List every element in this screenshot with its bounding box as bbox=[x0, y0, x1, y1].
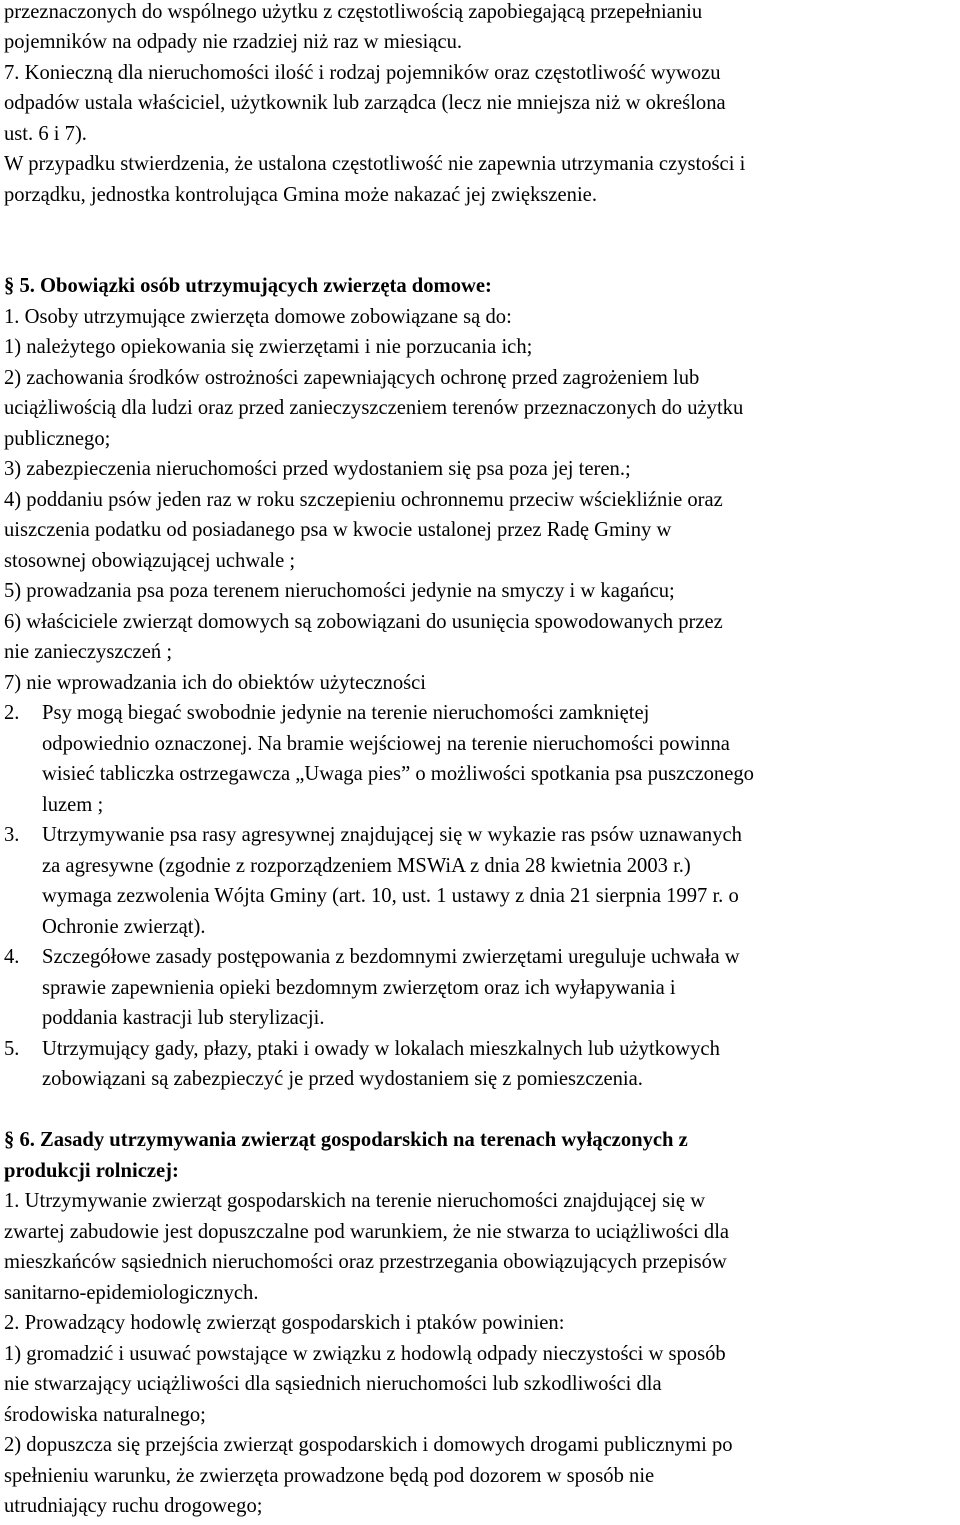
text-line: 1) gromadzić i usuwać powstające w związku z hodowlą odpady nieczystości w sposób bbox=[4, 1343, 726, 1365]
text-line: 2. Prowadzący hodowlę zwierząt gospodarskich i ptaków powinien: bbox=[4, 1312, 565, 1334]
text-line: pojemników na odpady nie rzadziej niż raz w miesiącu. bbox=[4, 31, 463, 53]
text-line: uciążliwością dla ludzi oraz przed zanieczyszczeniem terenów przeznaczonych do użytku bbox=[4, 397, 744, 419]
text-line: sprawie zapewnienia opieki bezdomnym zwierzętom oraz ich wyłapywania i bbox=[42, 977, 676, 999]
text-line: 1. Osoby utrzymujące zwierzęta domowe zobowiązane są do: bbox=[4, 306, 512, 328]
section-heading-6-cont: produkcji rolniczej: bbox=[4, 1160, 179, 1182]
text-line: środowiska naturalnego; bbox=[4, 1404, 206, 1426]
text-line: Utrzymywanie psa rasy agresywnej znajdującej się w wykazie ras psów uznawanych bbox=[42, 824, 742, 846]
text-line: luzem ; bbox=[42, 794, 104, 816]
text-line: nie stwarzający uciążliwości dla sąsiednich nieruchomości lub szkodliwości dla bbox=[4, 1373, 662, 1395]
text-line: 1. Utrzymywanie zwierząt gospodarskich na terenie nieruchomości znajdującej się w bbox=[4, 1190, 706, 1212]
text-line: zwartej zabudowie jest dopuszczalne pod warunkiem, że nie stwarza to uciążliwości dla bbox=[4, 1221, 730, 1243]
list-number: 5. bbox=[4, 1038, 20, 1060]
text-line: zobowiązani są zabezpieczyć je przed wydostaniem się z pomieszczenia. bbox=[42, 1068, 643, 1090]
list-number: 2. bbox=[4, 702, 20, 724]
text-line: wymaga zezwolenia Wójta Gminy (art. 10, ust. 1 ustawy z dnia 21 sierpnia 1997 r. o bbox=[42, 885, 739, 907]
text-line: spełnieniu warunku, że zwierzęta prowadzone będą pod dozorem w sposób nie bbox=[4, 1465, 655, 1487]
text-line: stosownej obowiązującej uchwale ; bbox=[4, 550, 296, 572]
text-line: mieszkańców sąsiednich nieruchomości oraz przestrzegania obowiązujących przepisów bbox=[4, 1251, 727, 1273]
text-line: publicznego; bbox=[4, 428, 111, 450]
text-line: odpadów ustala właściciel, użytkownik lub zarządca (lecz nie mniejsza niż w określona bbox=[4, 92, 726, 114]
text-line: 5) prowadzania psa poza terenem nieruchomości jedynie na smyczy i w kagańcu; bbox=[4, 580, 675, 602]
text-line: uiszczenia podatku od posiadanego psa w kwocie ustalonej przez Radę Gminy w bbox=[4, 519, 672, 541]
text-line: Psy mogą biegać swobodnie jedynie na terenie nieruchomości zamkniętej bbox=[42, 702, 650, 724]
text-line: Utrzymujący gady, płazy, ptaki i owady w lokalach mieszkalnych lub użytkowych bbox=[42, 1038, 720, 1060]
text-line: W przypadku stwierdzenia, że ustalona częstotliwość nie zapewnia utrzymania czystości i bbox=[4, 153, 746, 175]
text-line: 2) dopuszcza się przejścia zwierząt gospodarskich i domowych drogami publicznymi po bbox=[4, 1434, 733, 1456]
list-number: 3. bbox=[4, 824, 20, 846]
text-line: 4) poddaniu psów jeden raz w roku szczepieniu ochronnemu przeciw wściekliźnie oraz bbox=[4, 489, 723, 511]
text-line: 2) zachowania środków ostrożności zapewniających ochronę przed zagrożeniem lub bbox=[4, 367, 700, 389]
text-line: Szczegółowe zasady postępowania z bezdomnymi zwierzętami ureguluje uchwała w bbox=[42, 946, 740, 968]
text-line: ust. 6 i 7). bbox=[4, 123, 87, 145]
section-heading-6: § 6. Zasady utrzymywania zwierząt gospodarskich na terenach wyłączonych z bbox=[4, 1129, 688, 1151]
text-line: 6) właściciele zwierząt domowych są zobowiązani do usunięcia spowodowanych przez bbox=[4, 611, 723, 633]
text-line: sanitarno-epidemiologicznych. bbox=[4, 1282, 259, 1304]
text-line: 7) nie wprowadzania ich do obiektów użyteczności bbox=[4, 672, 427, 694]
text-line: Ochronie zwierząt). bbox=[42, 916, 206, 938]
text-line: 1) należytego opiekowania się zwierzętami i nie porzucania ich; bbox=[4, 336, 533, 358]
text-line: 3) zabezpieczenia nieruchomości przed wydostaniem się psa poza jej teren.; bbox=[4, 458, 631, 480]
list-number: 4. bbox=[4, 946, 20, 968]
text-line: wisieć tabliczka ostrzegawcza „Uwaga pies” o możliwości spotkania psa puszczonego bbox=[42, 763, 754, 785]
text-line: odpowiednio oznaczonej. Na bramie wejściowej na terenie nieruchomości powinna bbox=[42, 733, 730, 755]
text-line: porządku, jednostka kontrolująca Gmina może nakazać jej zwiększenie. bbox=[4, 184, 597, 206]
text-line: za agresywne (zgodnie z rozporządzeniem MSWiA z dnia 28 kwietnia 2003 r.) bbox=[42, 855, 691, 877]
text-line: przeznaczonych do wspólnego użytku z częstotliwością zapobiegającą przepełnianiu bbox=[4, 1, 703, 23]
text-line: 7. Konieczną dla nieruchomości ilość i rodzaj pojemników oraz częstotliwość wywozu bbox=[4, 62, 721, 84]
section-heading-5: § 5. Obowiązki osób utrzymujących zwierzęta domowe: bbox=[4, 275, 492, 297]
text-line: nie zanieczyszczeń ; bbox=[4, 641, 173, 663]
text-line: poddania kastracji lub sterylizacji. bbox=[42, 1007, 325, 1029]
text-line: utrudniający ruchu drogowego; bbox=[4, 1495, 263, 1517]
